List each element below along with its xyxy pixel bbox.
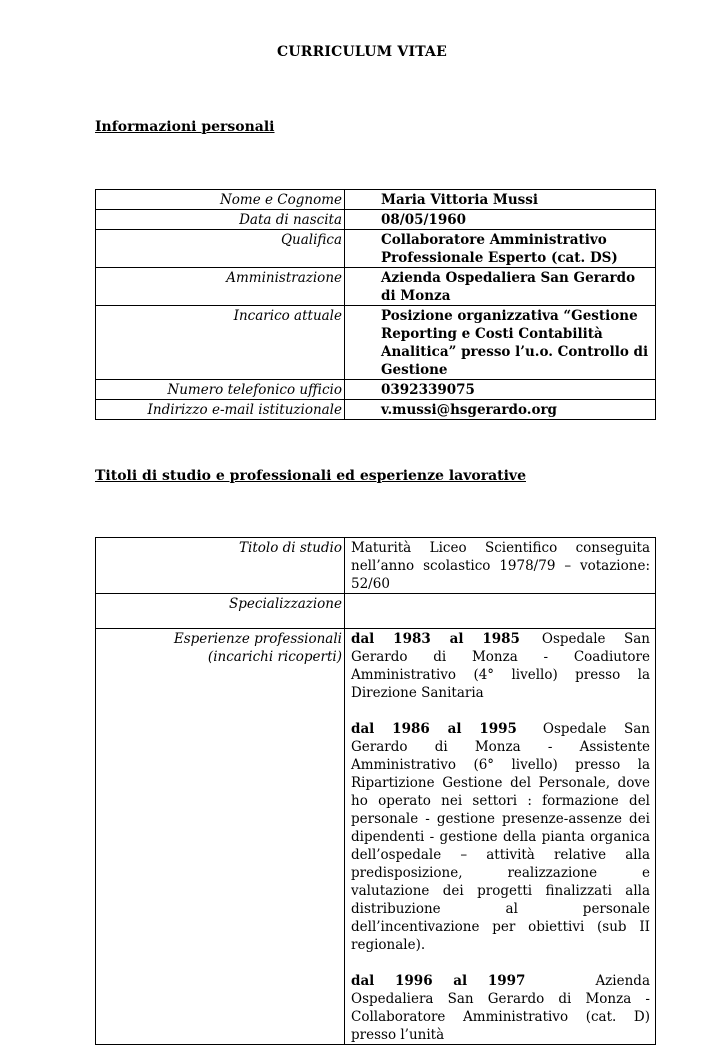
education-heading: Titoli di studio e professionali ed esperienze lavorative [95, 468, 526, 484]
administration-value: Azienda Ospedaliera San Gerardo di Monza [345, 268, 656, 306]
experience-entry [351, 972, 650, 1044]
experience-text: Azienda Ospedaliera San Gerardo di Monza - Collaboratore Amministrativo (cat. D) presso l’unità [351, 973, 650, 1043]
experience-value [345, 629, 656, 1045]
birthdate-value: 08/05/1960 [345, 210, 656, 230]
experience-text: Ospedale San Gerardo di Monza - Coadiutore Amministrativo (4° livello) presso la Direzione Sanitaria [351, 631, 650, 701]
degree-label: Titolo di studio [96, 538, 345, 594]
experience-label [96, 629, 345, 1045]
qualification-label: Qualifica [96, 230, 345, 268]
table-row [96, 629, 656, 1045]
name-value: Maria Vittoria Mussi [345, 190, 656, 210]
table-row [96, 268, 656, 306]
email-label: Indirizzo e-mail istituzionale [96, 400, 345, 420]
experience-text: Ospedale San Gerardo di Monza - Assistente Amministrativo (6° livello) presso la Ripartizione Gestione del Personale, dove ho operato nei settori : formazione del personale - gestione presenze-assenze dei dipendenti - gestione della pianta organica dell’ospedale – attività relative alla predisposizione, realizzazione e valutazione dei progetti finalizzati alla distribuzione al personale dell’incentivazione per obiettivi (sub II regionale). [351, 721, 650, 953]
birthdate-label: Data di nascita [96, 210, 345, 230]
table-row [96, 380, 656, 400]
table-row [96, 400, 656, 420]
experience-label-line-2: (incarichi ricoperti) [207, 649, 342, 665]
experience-entry [351, 720, 650, 954]
administration-label: Amministrazione [96, 268, 345, 306]
experience-period: dal 1986 al 1995 [351, 721, 517, 737]
experience-period: dal 1996 al 1997 [351, 973, 526, 989]
table-row [96, 594, 656, 629]
document-title: CURRICULUM VITAE [277, 44, 447, 60]
current-position-label: Incarico attuale [96, 306, 345, 380]
table-row [96, 210, 656, 230]
specialization-value [345, 594, 656, 629]
experience-period: dal 1983 al 1985 [351, 631, 520, 647]
experience-label-line-1: Esperienze professionali [173, 631, 342, 647]
specialization-label: Specializzazione [96, 594, 345, 629]
name-label: Nome e Cognome [96, 190, 345, 210]
phone-label: Numero telefonico ufficio [96, 380, 345, 400]
experience-entry [351, 630, 650, 702]
degree-value: Maturità Liceo Scientifico conseguita nell’anno scolastico 1978/79 – votazione: 52/60 [345, 538, 656, 594]
current-position-value: Posizione organizzativa “Gestione Reporting e Costi Contabilità Analitica” presso l’u.o. Controllo di Gestione [345, 306, 656, 380]
table-row [96, 190, 656, 210]
table-row [96, 230, 656, 268]
qualification-value: Collaboratore Amministrativo Professionale Esperto (cat. DS) [345, 230, 656, 268]
table-row [96, 306, 656, 380]
table-row [96, 538, 656, 594]
education-table [95, 537, 656, 1045]
email-value: v.mussi@hsgerardo.org [345, 400, 656, 420]
personal-info-heading: Informazioni personali [95, 119, 275, 135]
personal-info-table [95, 189, 656, 420]
phone-value: 0392339075 [345, 380, 656, 400]
